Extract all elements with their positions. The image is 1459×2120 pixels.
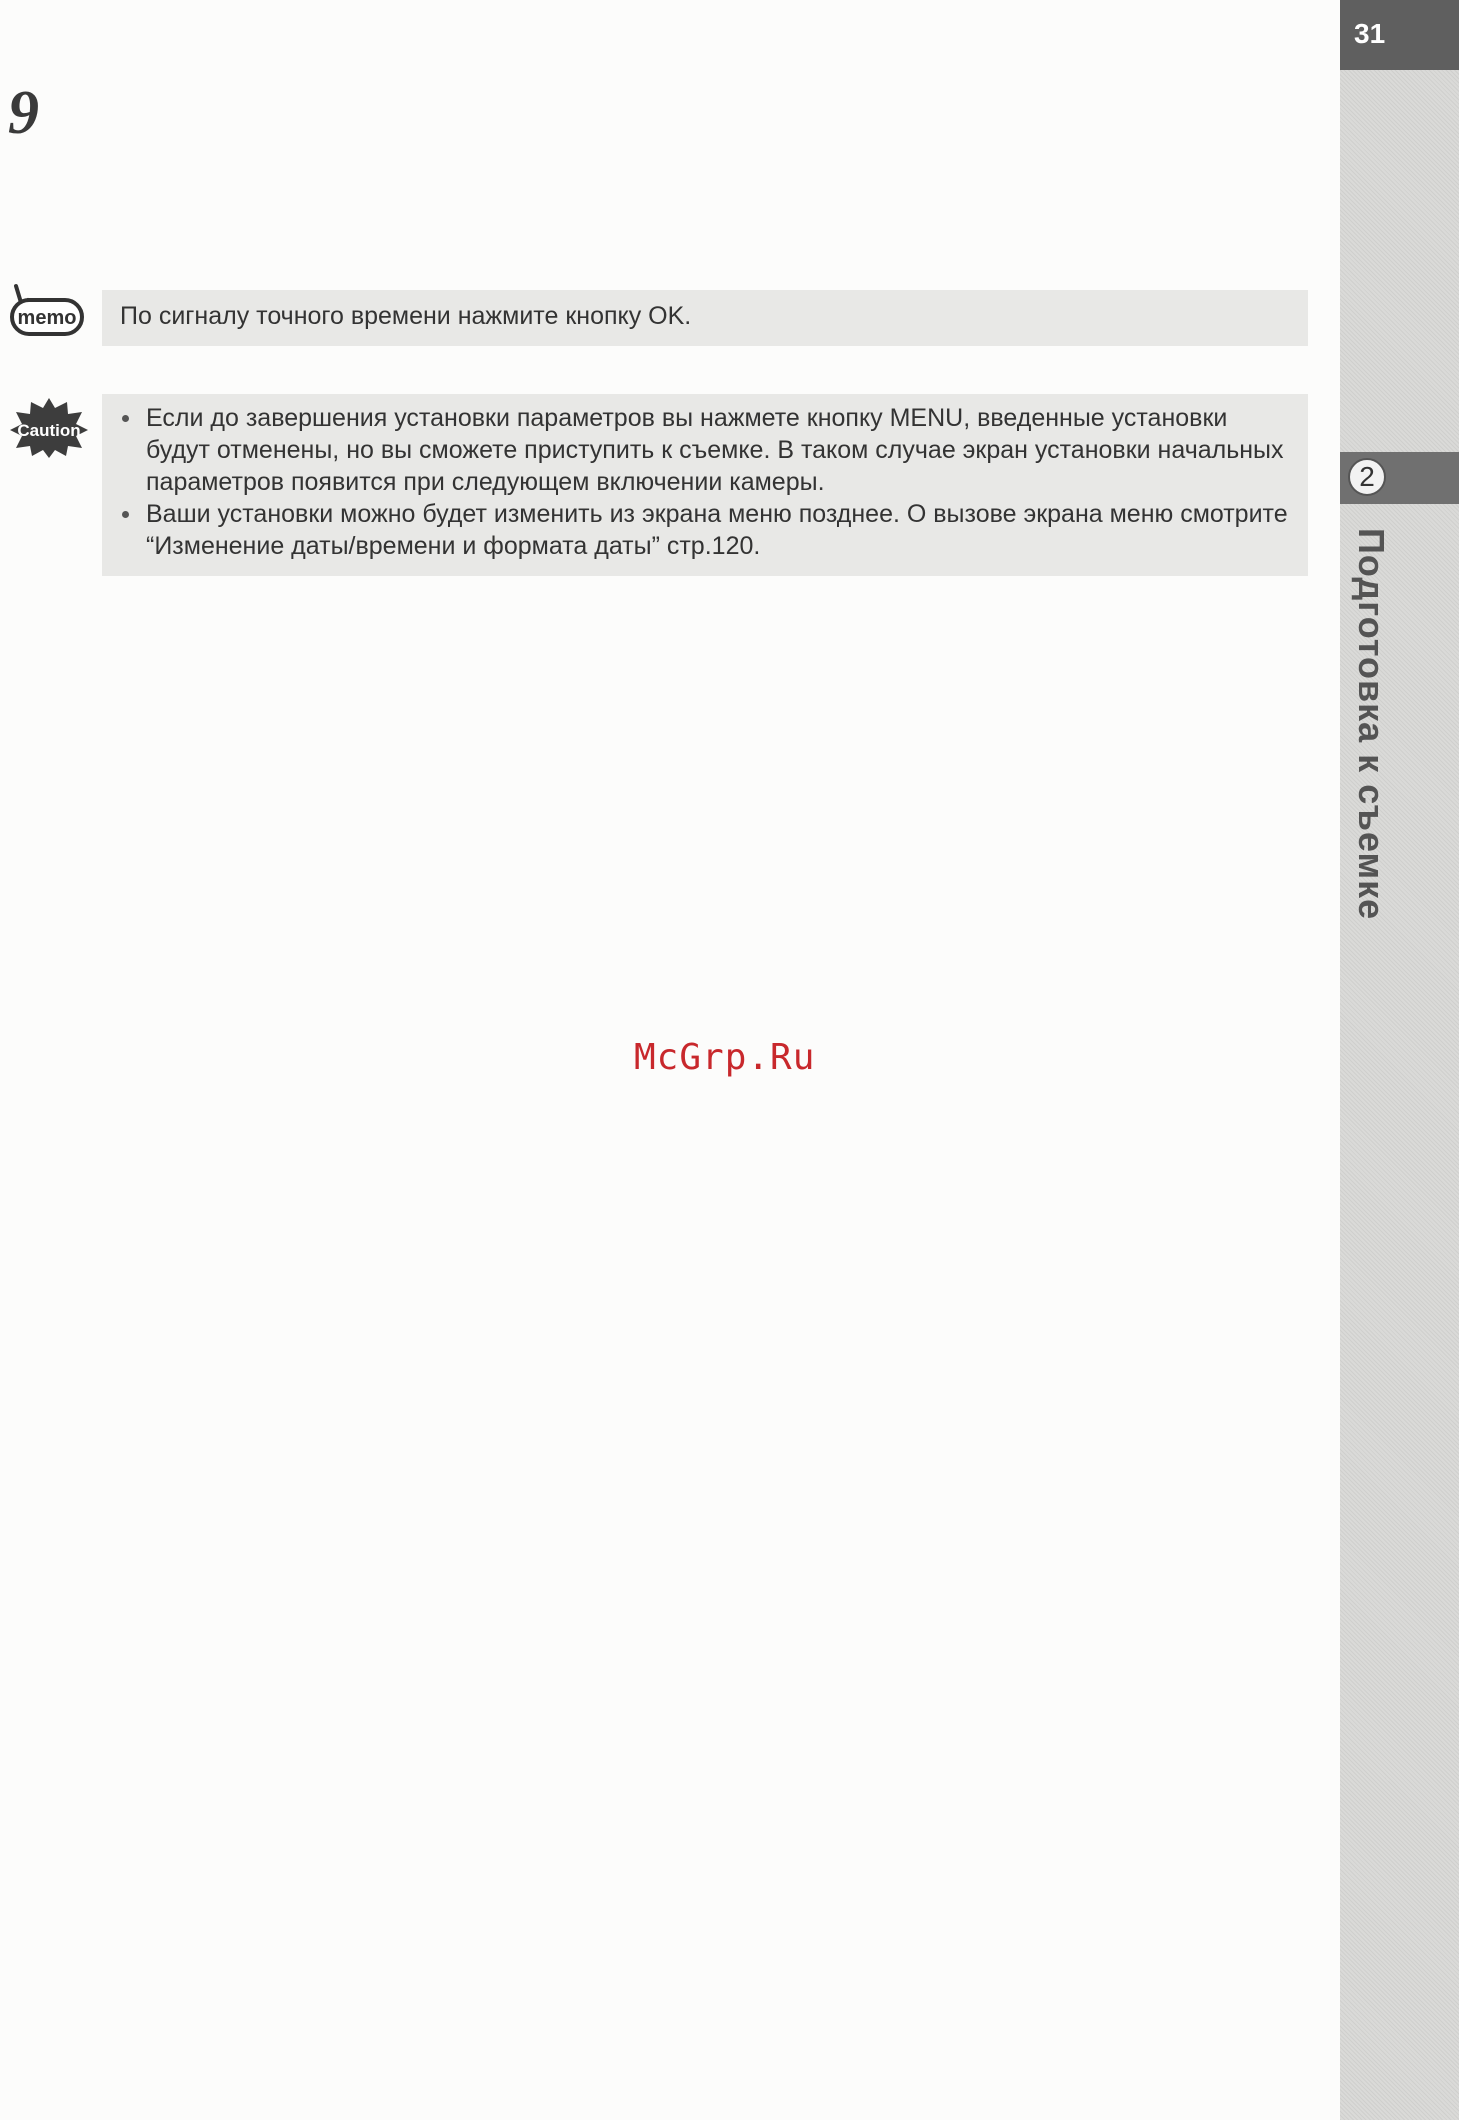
- bullet-icon: [122, 415, 129, 422]
- memo-icon: [6, 282, 88, 344]
- caution-item: [118, 402, 1290, 498]
- watermark: McGrp.Ru: [634, 1037, 816, 1078]
- memo-icon-label: memo: [17, 307, 77, 329]
- caution-icon: [8, 396, 90, 458]
- chapter-side-tab: [1340, 0, 1459, 2120]
- step-number: 9: [8, 79, 39, 147]
- bullet-icon: [122, 511, 129, 518]
- memo-text: По сигналу точного времени нажмите кнопку OK.: [120, 302, 692, 330]
- chapter-title: Подготовка к съемке: [1351, 528, 1392, 921]
- caution-icon-label: Caution: [17, 421, 81, 440]
- chapter-marker: [1340, 452, 1459, 504]
- caution-item: [118, 498, 1290, 562]
- chapter-number: 2: [1348, 458, 1386, 496]
- caution-item-text: Если до завершения установки параметров вы нажмете кнопку MENU, введенные установки будут отменены, но вы сможете приступить к съемке. В таком случае экран установки начальных параметров появится при следующем включении камеры.: [146, 404, 1284, 496]
- caution-item-text: Ваши установки можно будет изменить из экрана меню позднее. О вызове экрана меню смотрите “Изменение даты/времени и формата даты” стр.120.: [146, 500, 1288, 560]
- caution-list: [118, 402, 1290, 562]
- memo-note: [102, 290, 1308, 346]
- caution-note: [102, 394, 1308, 576]
- page-number: 31: [1340, 0, 1459, 70]
